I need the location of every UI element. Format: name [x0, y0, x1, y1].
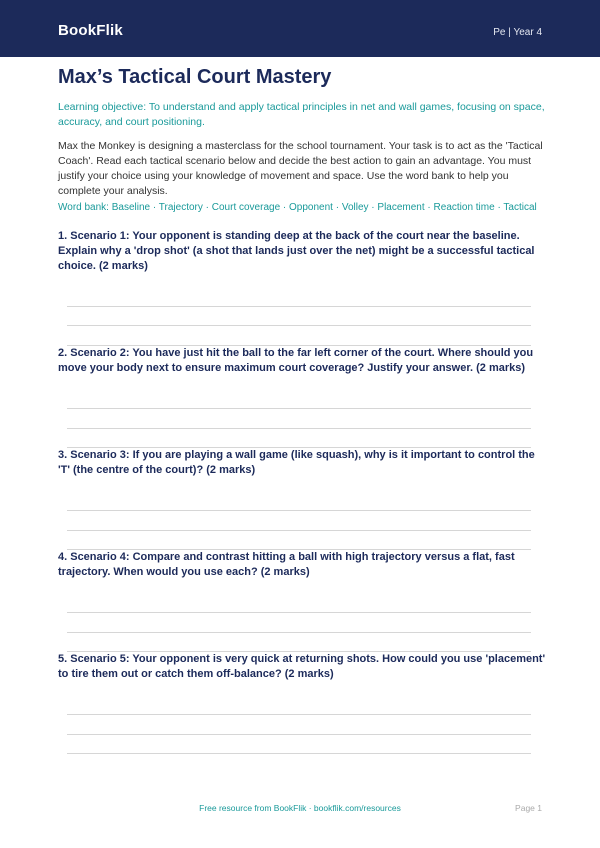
footer-resource-text: Free resource from BookFlik · bookflik.com/resources: [199, 803, 401, 813]
answer-line[interactable]: [67, 753, 531, 754]
learning-objective: Learning objective: To understand and apply tactical principles in net and wall games, focusing on space, accuracy, and court positioning.: [58, 101, 545, 128]
answer-line[interactable]: [67, 612, 531, 613]
subject-year-label: Pe | Year 4: [493, 27, 542, 38]
question-5: 5. Scenario 5: Your opponent is very quick at returning shots. How could you use 'placement' to tire them out or catch them off-balance? (2 marks): [58, 653, 546, 680]
intro-paragraph: Max the Monkey is designing a masterclass for the school tournament. Your task is to act as the 'Tactical Coach'. Read each tactical scenario below and decide the best action to gain an advantage. You must justify your choice using your knowledge of movement and space. Use the word bank to help you complete your analysis.: [58, 140, 543, 197]
answer-line[interactable]: [67, 306, 531, 307]
answer-line[interactable]: [67, 714, 531, 715]
question-2: 2. Scenario 2: You have just hit the ball to the far left corner of the court. Where should you move your body next to ensure maximum court coverage? Justify your answer. (2 marks): [58, 347, 534, 374]
page-number: Page 1: [515, 803, 542, 813]
answer-line[interactable]: [67, 632, 531, 633]
word-bank: Word bank: Baseline · Trajectory · Court coverage · Opponent · Volley · Placement · Reaction time · Tactical: [58, 202, 537, 213]
question-3: 3. Scenario 3: If you are playing a wall game (like squash), why is it important to control the 'T' (the centre of the court)? (2 marks): [58, 449, 535, 476]
answer-line[interactable]: [67, 325, 531, 326]
answer-line[interactable]: [67, 734, 531, 735]
page-header: [0, 0, 600, 57]
brand-logo-text: BookFlik: [58, 22, 123, 39]
answer-line[interactable]: [67, 408, 531, 409]
answer-line[interactable]: [67, 428, 531, 429]
question-4: 4. Scenario 4: Compare and contrast hitting a ball with high trajectory versus a flat, fast trajectory. When would you use each? (2 marks): [58, 551, 515, 578]
answer-line[interactable]: [67, 530, 531, 531]
worksheet-title: Max’s Tactical Court Mastery: [58, 66, 332, 88]
question-1: 1. Scenario 1: Your opponent is standing deep at the back of the court near the baseline. Explain why a 'drop shot' (a shot that lands just over the net) might be a successful tactical choice. (2 marks): [58, 230, 535, 272]
answer-line[interactable]: [67, 510, 531, 511]
